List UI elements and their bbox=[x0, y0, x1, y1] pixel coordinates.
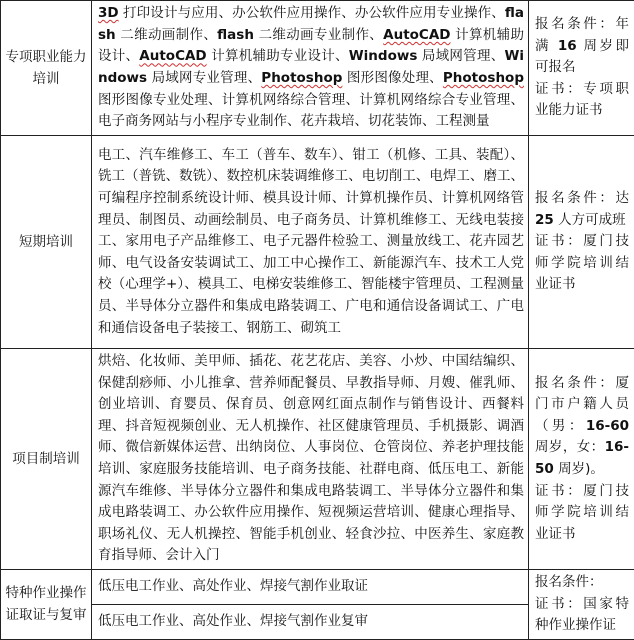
table-row bbox=[1, 349, 634, 570]
requirement-condition: 报名条件：达 25 人方可成班 bbox=[535, 190, 629, 228]
content-text: 计算机辅助专业设计、 bbox=[207, 48, 349, 64]
underlined-term: Photoshop bbox=[261, 70, 342, 86]
content-cell bbox=[92, 1, 529, 136]
requirement-certificate: 证书：专项职业能力证书 bbox=[535, 79, 629, 122]
requirement-cell bbox=[529, 136, 634, 349]
category-cell: 特种作业操作证取证与复审 bbox=[1, 569, 92, 639]
requirement-certificate: 证书：厦门技师学院培训结业证书 bbox=[535, 231, 629, 296]
requirement-condition: 报名条件：厦门市户籍人员（男：16-60 周岁，女：16-50 周岁)。 bbox=[535, 375, 629, 477]
content-text: 局域网专业管理、 bbox=[147, 70, 261, 86]
content-text: 图形图像处理、 bbox=[342, 70, 443, 86]
bold-term: Windows bbox=[349, 48, 418, 64]
table-row bbox=[1, 136, 634, 349]
category-cell: 专项职业能力培训 bbox=[1, 1, 92, 136]
underlined-term: 3D bbox=[98, 5, 119, 21]
underlined-term: AutoCAD bbox=[139, 48, 206, 64]
content-cell: 电工、汽车维修工、车工（普车、数车）、钳工（机修、工具、装配）、铣工（普铣、数铣）、数控机床装调维修工、电切削工、电焊工、磨工、可编程序控制系统设计师、模具设计师、计算机操作员、计算机网络管理员、制图员、动画绘制员、电子商务员、计算机维修工、无线电装接工、家用电子产品维修工、电子元器件检验工、测量放线工、花卉园艺师、电气设备安装调试工、加工中心操作工、新能源汽车、技术工人党校（心理学+）、模具工、电梯安装维修工、智能楼宇管理员、工程测量员、半导体分立器件和集成电路装调工、广电和通信设备调试工、广电和通信设备电子装接工、钢筋工、砌筑工 bbox=[92, 136, 529, 349]
requirement-condition: 报名条件： bbox=[535, 574, 603, 590]
table-row bbox=[1, 1, 634, 136]
content-cell: 低压电工作业、高处作业、焊接气割作业复审 bbox=[92, 604, 529, 639]
content-text: 局域网管理、 bbox=[417, 48, 504, 64]
requirement-cell bbox=[529, 349, 634, 570]
bold-term: flash bbox=[98, 5, 524, 43]
content-text: 打印设计与应用、办公软件应用操作、办公软件应用专业操作、 bbox=[119, 5, 505, 21]
category-cell: 项目制培训 bbox=[1, 349, 92, 570]
requirement-cell bbox=[529, 1, 634, 136]
requirement-certificate: 证书：厦门技师学院培训结业证书 bbox=[535, 481, 629, 546]
content-cell: 烘焙、化妆师、美甲师、插花、花艺花店、美容、小炒、中国结编织、保健刮痧师、小儿推拿、营养师配餐员、早教指导师、月嫂、催乳师、创业培训、育婴员、保育员、创意网红面点制作与销售设计、西餐料理、抖音短视频创业、无人机操作、社区健康管理员、手机摄影、调酒师、微信新媒体运营、出纳岗位、人事岗位、仓管岗位、养老护理技能培训、家庭服务技能培训、电子商务技能、社群电商、低压电工、新能源汽车维修、半导体分立器件和集成电路装调工、半导体分立器件和集成电路装调工、办公软件应用操作、短视频运营培训、健康心理指导、职场礼仪、无人机操控、智能手机创业、轻食沙拉、中医养生、家庭教育指导师、会计入门 bbox=[92, 349, 529, 570]
requirement-condition: 报名条件：年满 16 周岁即可报名 bbox=[535, 16, 629, 75]
category-cell: 短期培训 bbox=[1, 136, 92, 349]
bold-term: Windows bbox=[98, 48, 524, 86]
content-text: 图形图像专业处理、计算机网络综合管理、计算机网络综合专业管理、电子商务网站与小程序专业制作、花卉栽培、切花装饰、工程测量 bbox=[98, 92, 524, 130]
content-cell: 低压电工作业、高处作业、焊接气割作业取证 bbox=[92, 569, 529, 604]
content-text: 二维动画专业制作、 bbox=[254, 27, 383, 43]
content-text: 计算机辅助设计、 bbox=[98, 27, 524, 65]
requirement-certificate: 证书：国家特种作业操作证 bbox=[535, 594, 629, 637]
underlined-term: AutoCAD bbox=[383, 27, 450, 43]
table-row bbox=[1, 569, 634, 604]
content-text: 二维动画制作、 bbox=[116, 27, 218, 43]
underlined-term: Photoshop bbox=[443, 70, 524, 86]
bold-term: flash bbox=[217, 27, 254, 43]
